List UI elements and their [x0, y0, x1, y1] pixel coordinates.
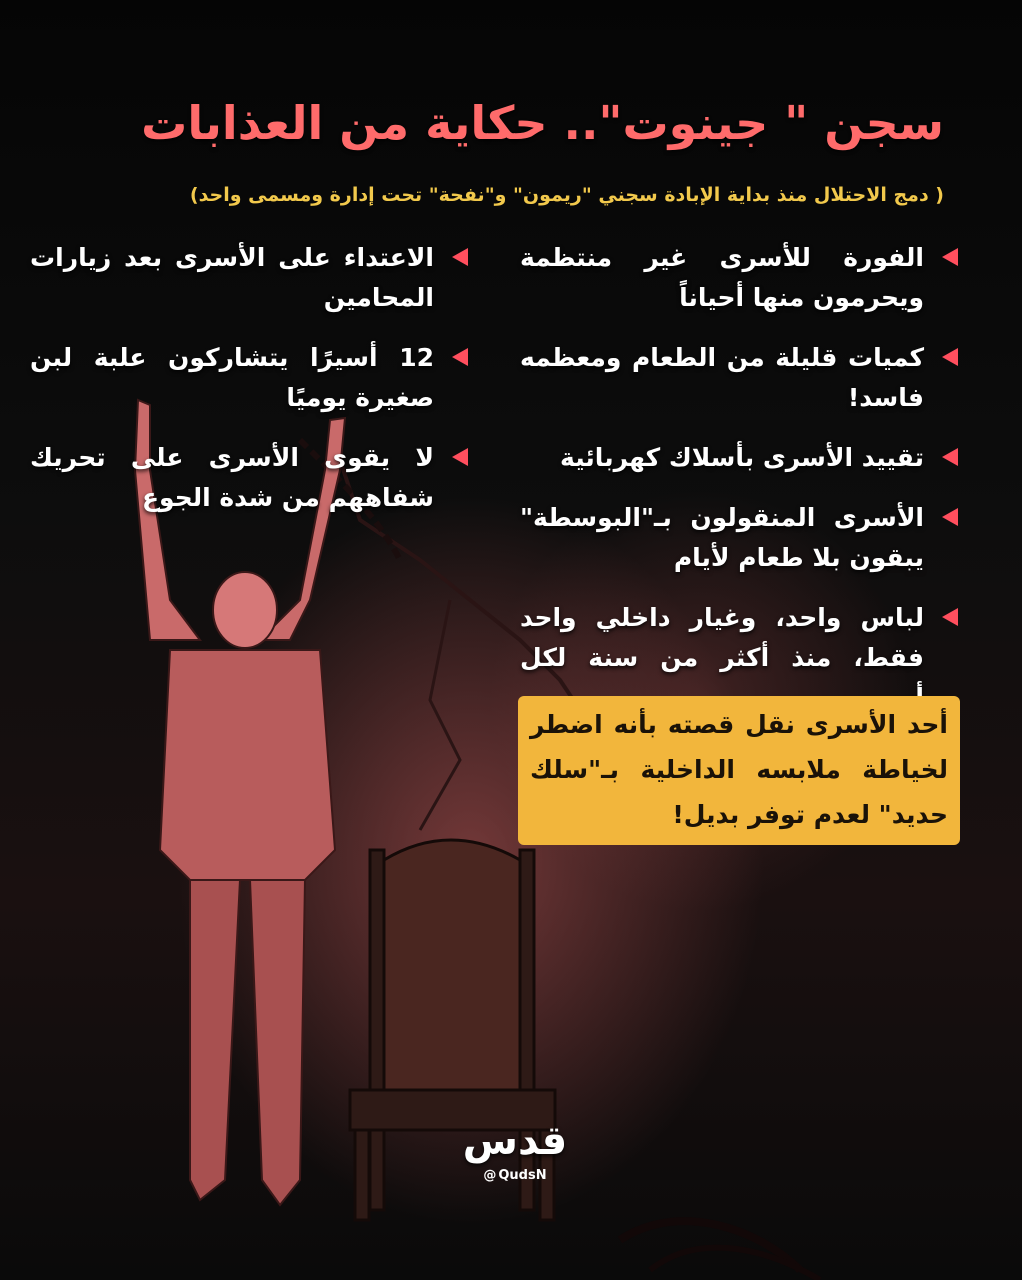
list-item	[30, 438, 470, 518]
triangle-bullet-icon	[942, 608, 958, 626]
list-item-text: لا يقوى الأسرى على تحريك شفاههم من شدة الجوع	[30, 443, 434, 512]
triangle-bullet-icon	[942, 448, 958, 466]
page-title: سجن " جينوت".. حكاية من العذابات	[141, 96, 944, 150]
triangle-bullet-icon	[942, 508, 958, 526]
wall-crack	[420, 600, 460, 830]
list-item-text: لباس واحد، وغيار داخلي واحد فقط، منذ أكثر من سنة لكل	[520, 603, 924, 672]
highlight-text: أحد الأسرى نقل قصته بأنه اضطر لخياطة ملابسه الداخلية بـ"سلك حديد" لعدم توفر بديل!	[530, 710, 948, 829]
list-item	[520, 338, 960, 418]
highlight-box	[518, 696, 960, 845]
triangle-bullet-icon	[942, 248, 958, 266]
social-handle	[483, 1168, 546, 1183]
list-item	[30, 338, 470, 418]
list-item-text: كميات قليلة من الطعام ومعظمه فاسد!	[520, 343, 924, 412]
logo-wordmark: قدس	[462, 1118, 568, 1164]
triangle-bullet-icon	[452, 448, 468, 466]
triangle-bullet-icon	[452, 348, 468, 366]
list-item	[520, 438, 960, 478]
list-item-text: الاعتداء على الأسرى بعد زيارات المحامين	[30, 243, 434, 312]
list-item-text: الأسرى المنقولون بـ"البوسطة" يبقون بلا طعام لأيام	[520, 503, 924, 572]
right-column	[520, 238, 960, 738]
triangle-bullet-icon	[452, 248, 468, 266]
handle-text: QudsN	[498, 1168, 547, 1183]
at-sign-icon: @	[483, 1168, 497, 1183]
triangle-bullet-icon	[942, 348, 958, 366]
list-item-text: الفورة للأسرى غير منتظمة ويحرمون منها أحياناً	[520, 243, 924, 312]
list-item	[520, 498, 960, 578]
list-item	[30, 238, 470, 318]
brand-logo	[455, 1118, 575, 1183]
floor-cable	[650, 1248, 820, 1280]
left-column	[30, 238, 470, 538]
list-item	[520, 238, 960, 318]
list-item-text: 12 أسيرًا يتشاركون علبة لبن صغيرة يوميًا	[30, 343, 434, 412]
page-subtitle: ( دمج الاحتلال منذ بداية الإبادة سجني "ريمون" و"نفحة" تحت إدارة ومسمى واحد)	[189, 184, 944, 206]
list-item-text: تقييد الأسرى بأسلاك كهربائية	[560, 443, 924, 472]
